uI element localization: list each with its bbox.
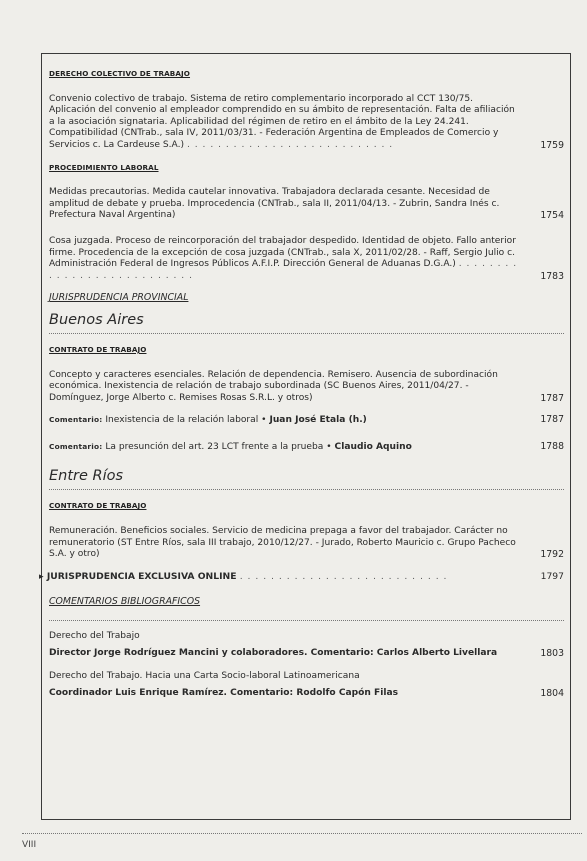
book-title: Derecho del Trabajo. Hacia una Carta Socio-laboral Latinoamericana <box>49 671 360 682</box>
page-number: 1804 <box>540 687 564 699</box>
bullet: • <box>261 415 267 426</box>
bullet: • <box>326 441 332 452</box>
leader-dots: . . . . . . . . . . . . . . . . . . . . . . . . . . . <box>239 570 448 582</box>
bibliografia-entry[interactable] <box>49 671 564 699</box>
jurisprudencia-provincial-heading: JURISPRUDENCIA PROVINCIAL <box>49 292 189 304</box>
comentario-label: Comentario: <box>49 441 103 451</box>
region-buenos-aires: Buenos Aires <box>49 311 564 334</box>
page-number: 1787 <box>540 392 564 404</box>
entry-text: Cosa juzgada. Proceso de reincorporación del trabajador despedido. Identidad de objeto. Fallo anterior firme. Procedencia de la excepción de cosa juzgada (CNTrab., sala X, 2011/02/28. - Raff, Sergio Julio c. Administración Federal de Ingresos Públicos A.F.I.P. Dirección General de Aduanas D.G.A.) <box>49 235 516 270</box>
page-number: 1754 <box>540 210 564 222</box>
page-number: 1787 <box>540 414 564 426</box>
page-number: 1759 <box>540 139 564 151</box>
entry-text: Concepto y caracteres esenciales. Relación de dependencia. Remisero. Ausencia de subordinación económica. Inexistencia de relación de trabajo subordinada (SC Buenos Aires, 2011/04/27. - Domínguez, Jorge Alberto c. Remises Rosas S.R.L. y otros) <box>49 369 498 403</box>
index-entry[interactable] <box>49 94 564 152</box>
region-entre-rios: Entre Ríos <box>49 467 564 490</box>
page-number: 1792 <box>540 549 564 561</box>
comentario-author: Juan José Etala (h.) <box>269 415 367 426</box>
entry-text: Remuneración. Beneficios sociales. Servicio de medicina prepaga a favor del trabajador. Carácter no remuneratorio (ST Entre Ríos, sala III trabajo, 2010/12/27. - Jurado, Roberto Mauricio c. Grupo Pacheco S.A. y otro) <box>49 526 516 560</box>
comentario-text: La presunción del art. 23 LCT frente a la prueba <box>105 441 324 452</box>
page-number: 1783 <box>540 270 564 282</box>
comentario-author: Claudio Aquino <box>334 441 412 452</box>
book-detail: Director Jorge Rodríguez Mancini y colaboradores. Comentario: Carlos Alberto Livellara <box>49 647 498 658</box>
book-title: Derecho del Trabajo <box>49 631 140 642</box>
index-content <box>39 58 564 699</box>
footer-rule <box>22 833 582 834</box>
leader-dots: . . . . . . . . . . . . . . . . . . . . . . . . . . . <box>186 139 394 150</box>
comentarios-bibliograficos-heading: COMENTARIOS BIBLIOGRAFICOS <box>49 596 564 621</box>
page-number: 1788 <box>540 440 564 452</box>
comentario-entry[interactable] <box>49 441 564 454</box>
page-number: 1797 <box>540 570 564 582</box>
entry-text: Medidas precautorias. Medida cautelar innovativa. Trabajadora declarada cesante. Necesidad de amplitud de debate y prueba. Improcedencia (CNTrab., sala II, 2011/04/13. - Zubrin, Sandra Inés c. Prefectura Naval Argentina) <box>49 187 500 221</box>
section-heading-contrato: CONTRATO DE TRABAJO <box>49 344 147 354</box>
section-heading-derecho-colectivo: DERECHO COLECTIVO DE TRABAJO <box>49 69 191 78</box>
index-entry[interactable] <box>49 236 564 282</box>
index-entry[interactable] <box>49 187 564 222</box>
comentario-text: Inexistencia de la relación laboral <box>105 415 259 426</box>
section-heading-procedimiento: PROCEDIMIENTO LABORAL <box>49 162 159 172</box>
page-number: 1803 <box>540 647 564 659</box>
index-entry[interactable] <box>49 526 564 561</box>
online-label: JURISPRUDENCIA EXCLUSIVA ONLINE <box>46 570 237 582</box>
section-heading-contrato: CONTRATO DE TRABAJO <box>49 501 147 511</box>
book-detail: Coordinador Luis Enrique Ramírez. Comentario: Rodolfo Capón Filas <box>49 687 399 698</box>
comentario-label: Comentario: <box>49 415 103 425</box>
comentario-entry[interactable] <box>49 414 564 427</box>
leader-dots: . . . . . . . . . . . . . . . . . . . . . . . . . . . <box>49 259 518 281</box>
page-folio: VIII <box>22 840 37 850</box>
bibliografia-entry[interactable] <box>49 631 564 659</box>
arrow-icon: ▸ <box>39 570 44 582</box>
jurisprudencia-online-entry[interactable] <box>39 571 564 583</box>
index-entry[interactable] <box>49 370 564 405</box>
entry-text: Convenio colectivo de trabajo. Sistema de retiro complementario incorporado al CCT 130/75. Aplicación del convenio al empleador comprendido en su ámbito de representación. Falta de afiliación a la asociación signataria. Aplicabilidad del régimen de retiro en el ámbito de la Ley 24.241. Compatibilidad (CNTrab., sala IV, 2011/03/31. - Federación Argentina de Empleados de Comercio y Servicios c. La Cardeuse S.A.) <box>49 93 515 150</box>
